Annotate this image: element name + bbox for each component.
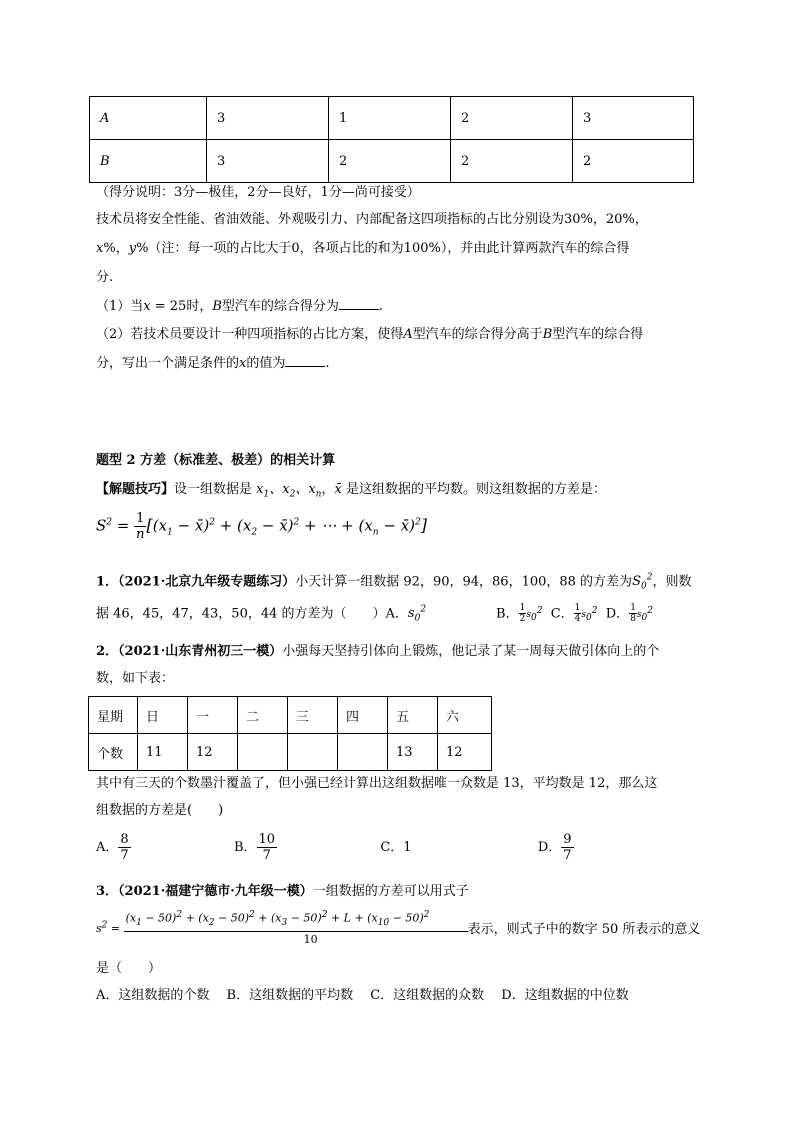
solving-tip [96, 481, 606, 504]
text: 型汽车的综合得分高于 [412, 327, 543, 342]
option-b-frac: $\frac{1}{2}$ [519, 603, 526, 625]
problem-2-line-4: 组数据的方差是( ) [96, 803, 224, 818]
option-b: B． [496, 606, 519, 622]
text: 小强每天坚持引体向上锻炼，他记录了某一周每天做引体向上的个 [282, 644, 660, 659]
question-1 [96, 297, 383, 316]
table-cell: 13 [388, 734, 438, 771]
table-cell: 五 [388, 697, 438, 734]
var-a: A [403, 327, 413, 342]
text: （1）当 [96, 299, 144, 314]
problem-number: 3． [96, 884, 119, 899]
option-c-frac: $\frac{1}{4}$ [574, 603, 581, 625]
table-cell: 三 [288, 697, 338, 734]
text: ，则数 [652, 574, 692, 590]
table-cell: 六 [438, 697, 492, 734]
text: 的值为 [246, 356, 286, 371]
text: 小天计算一组数据 92，90，94，86，100，88 的方差为 [295, 574, 633, 590]
table-cell: 3 [207, 97, 329, 140]
variance-formula: $S^2$ = $\frac{1}{n}$ [($x_1$ − x̄)$^2$ + ($x_2$ − x̄)$^2$ + ⋯ + ($x_n$ − x̄)$^2$] [96, 511, 427, 542]
problem-1-line-2: 据 46，45，47，43，50，44 的方差为（ ）A．$s_0^2$ B． $\frac{1}{2}$ $s_0^2$ C． $\frac{1}{4}$ $s_0^2$ D． $\frac{1}{8}$ $s_0^2$ [96, 603, 654, 625]
table-cell: 日 [138, 697, 188, 734]
text: 据 46，45，47，43，50，44 的方差为（ ）A． [96, 606, 408, 622]
problem-source: （2021·福建宁德市·九年级一模） [118, 884, 313, 899]
option-d-frac: $\frac{9}{7}$ [563, 832, 572, 863]
table-cell: 1 [329, 97, 451, 140]
option-d-frac: $\frac{1}{8}$ [630, 603, 636, 625]
table-cell [288, 734, 338, 771]
tip-label: 【解题技巧】 [96, 482, 175, 497]
text: 表示，则式子中的数字 50 所表示的意义 [467, 921, 701, 937]
math-var: $x_1$、$x_2$、$x_n$ [256, 482, 322, 500]
math-s0: $S_0^2$ [632, 573, 653, 592]
table-cell: 2 [573, 140, 694, 183]
problem-source: （2021·山东青州初三一模） [118, 644, 283, 659]
table-row [89, 734, 492, 771]
var-b: B [212, 299, 222, 314]
option-c: C．1 [380, 840, 412, 855]
option-a-math: $s_0^2$ [407, 605, 427, 624]
question-2-line-1 [96, 326, 643, 344]
problem-number: 2． [96, 644, 119, 659]
table-cell: 12 [438, 734, 492, 771]
var-x: x [143, 299, 151, 314]
text: 型汽车的综合得 [552, 327, 644, 342]
answer-blank [339, 297, 379, 310]
text: %， [103, 241, 129, 256]
table-cell: 二 [238, 697, 288, 734]
problem-1-line-1 [96, 569, 691, 596]
text: 分，写出一个满足条件的 [96, 356, 240, 371]
option-c: C． [550, 606, 574, 622]
problem-3-line-1 [96, 883, 469, 901]
problem-source: （2021·北京九年级专题练习） [118, 574, 296, 590]
table-cell: 一 [188, 697, 238, 734]
option-a: A． [96, 840, 119, 855]
score-table [89, 96, 694, 183]
table-row [89, 697, 492, 734]
table-cell: 3 [207, 140, 329, 183]
text: %（注：每一项的占比大于0，各项占比的和为100%），并由此计算两款汽车的综合得 [136, 241, 630, 256]
table-cell [338, 734, 388, 771]
problem-2-line-1 [96, 643, 659, 661]
table-cell [238, 734, 288, 771]
text: = 25时， [150, 299, 213, 314]
option-a-frac: $\frac{8}{7}$ [120, 832, 129, 863]
table-cell: 2 [451, 97, 573, 140]
problem-number: 1． [96, 574, 119, 590]
problem-3-formula: $s^2$ = $\frac{(x_1 - 50)^2 + (x_2 - 50)^2 + (x_3 - 50)^2 + L + (x_{10} - 50)^2}{10}$ 表示，则式子中的数字 50 所表示的意义 [96, 910, 701, 946]
var-b: B [542, 327, 553, 342]
math-mean: x̄ [334, 482, 342, 497]
table-cell: 2 [329, 140, 451, 183]
text: 型汽车的综合得分为 [221, 299, 339, 314]
table-cell: 2 [451, 140, 573, 183]
table-cell: 星期 [89, 697, 138, 734]
var-y: y [128, 241, 137, 256]
table-row [90, 97, 694, 140]
table-cell: 11 [138, 734, 188, 771]
section-title: 题型 2 方差（标准差、极差）的相关计算 [96, 453, 336, 468]
intro-line-3: 分. [96, 270, 114, 285]
text: （2）若技术员要设计一种四项指标的占比方案，使得 [96, 327, 404, 342]
var-x: x [239, 356, 247, 371]
table-cell: B [90, 140, 207, 183]
table-row [90, 140, 694, 183]
table-cell: 3 [573, 97, 694, 140]
text: 设一组数据是 [174, 482, 257, 497]
var-x: x [96, 241, 104, 256]
problem-3-options: A．这组数据的个数 B．这组数据的平均数 C．这组数据的众数 D．这组数据的中位数 [96, 988, 629, 1003]
text: 一组数据的方差可以用式子 [312, 884, 469, 899]
text: . [378, 299, 384, 314]
option-b: B． [233, 840, 257, 855]
question-2-line-2 [96, 354, 330, 373]
text: 是这组数据的平均数。则这组数据的方差是： [341, 482, 606, 497]
text: ， [321, 482, 335, 497]
table-cell: 12 [188, 734, 238, 771]
option-b-frac: $\frac{10}{7}$ [258, 832, 276, 863]
intro-line-2 [96, 240, 629, 258]
problem-2-line-3: 其中有三天的个数墨汁覆盖了，但小强已经计算出这组数据唯一众数是 13，平均数是 12，那么这 [96, 776, 658, 791]
option-d: D． [605, 606, 630, 622]
table-cell: 个数 [89, 734, 138, 771]
table-cell: 四 [338, 697, 388, 734]
weekly-count-table [88, 696, 492, 771]
problem-2-options [96, 830, 574, 866]
score-note: （得分说明：3分—极佳，2分—良好，1分—尚可接受） [96, 185, 420, 200]
table-cell: A [90, 97, 207, 140]
problem-3-line-2: 是（ ） [96, 961, 162, 976]
option-d: D． [537, 840, 562, 855]
answer-blank [285, 354, 325, 367]
text: . [325, 356, 330, 371]
problem-2-line-2: 数，如下表： [96, 671, 175, 686]
intro-line-1: 技术员将安全性能、省油效能、外观吸引力、内部配备这四项指标的占比分别设为30%，20%， [96, 212, 648, 227]
